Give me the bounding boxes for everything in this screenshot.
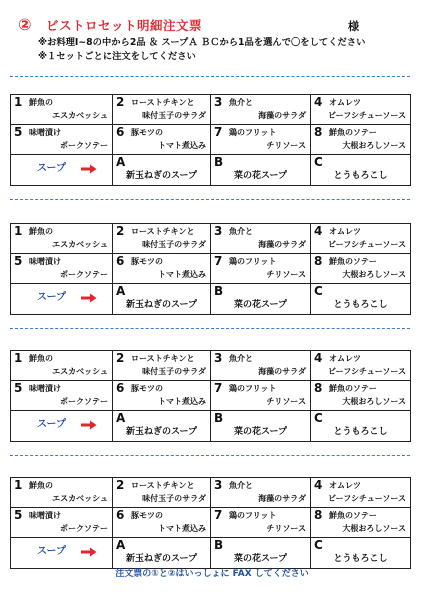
- soup-row-label-cell: [11, 284, 113, 315]
- dish-name-line2: ビーフシチューソース: [328, 367, 406, 376]
- soup-letter: A: [116, 155, 126, 169]
- order-set-table: [10, 223, 411, 315]
- dish-number: 3: [214, 351, 223, 365]
- order-form-header: [0, 0, 424, 76]
- dish-option-cell[interactable]: [113, 478, 211, 508]
- dish-name-line1: 鮮魚のソテー: [329, 128, 377, 137]
- dish-name-line2: エスカベッシュ: [52, 494, 108, 503]
- dish-name-line1: 鮮魚の: [29, 98, 53, 107]
- soup-row-label-cell: [11, 155, 113, 186]
- dish-option-cell[interactable]: [311, 381, 411, 411]
- dish-option-cell[interactable]: [311, 254, 411, 284]
- soup-option-cell[interactable]: [113, 155, 211, 186]
- dish-number: 8: [314, 381, 323, 395]
- dish-name-line2: ビーフシチューソース: [328, 494, 406, 503]
- soup-letter: B: [214, 155, 224, 169]
- order-set-table: [10, 94, 411, 186]
- dish-option-cell[interactable]: [211, 125, 311, 155]
- dish-name-line2: チリソース: [266, 270, 306, 279]
- dish-number: 5: [14, 381, 23, 395]
- soup-option-cell[interactable]: [311, 155, 411, 186]
- dish-option-cell[interactable]: [113, 351, 211, 381]
- soup-label: スープ: [37, 419, 66, 430]
- soup-option-cell[interactable]: [311, 284, 411, 315]
- dish-name-line1: 味噌漬け: [29, 511, 61, 520]
- dish-name-line2: 大根おろしソース: [342, 141, 406, 150]
- dish-number: 6: [116, 254, 125, 268]
- right-arrow-icon: [81, 547, 97, 557]
- dish-number: 8: [314, 508, 323, 522]
- dish-name-line1: 鶏のフリット: [229, 128, 277, 137]
- dish-number: 2: [116, 478, 125, 492]
- soup-letter: B: [214, 284, 224, 298]
- soup-option-cell[interactable]: [113, 411, 211, 442]
- dish-name-line2: ポークソテー: [60, 141, 108, 150]
- dish-name-line2: チリソース: [266, 397, 306, 406]
- dish-option-cell[interactable]: [11, 381, 113, 411]
- fax-notice: 注文票の①と②はいっしょに FAX してください: [115, 569, 309, 579]
- dish-option-cell[interactable]: [113, 224, 211, 254]
- dish-number: 3: [214, 224, 223, 238]
- soup-option-cell[interactable]: [113, 538, 211, 569]
- dish-name-line1: 豚モツの: [131, 257, 163, 266]
- dish-name-line1: 鶏のフリット: [229, 257, 277, 266]
- dish-name-line1: 魚介と: [229, 354, 253, 363]
- dish-option-cell[interactable]: [311, 224, 411, 254]
- dish-name-line2: ビーフシチューソース: [328, 240, 406, 249]
- right-arrow-icon: [81, 420, 97, 430]
- soup-label: スープ: [37, 546, 66, 557]
- dish-option-cell[interactable]: [311, 95, 411, 125]
- soup-letter: A: [116, 284, 126, 298]
- soup-option-cell[interactable]: [211, 411, 311, 442]
- dish-name-line2: トマト煮込み: [158, 141, 206, 150]
- soup-name: 菜の花スープ: [233, 300, 288, 310]
- instruction-select: ※お料理Ⅰ~8の中から2品 ＆ スープＡ ＢＣから1品を選んで〇をしてください: [38, 37, 366, 48]
- soup-letter: C: [314, 284, 323, 298]
- dish-number: 7: [214, 254, 223, 268]
- dish-name-line1: 魚介と: [229, 227, 253, 236]
- soup-letter: A: [116, 411, 126, 425]
- soup-letter: A: [116, 538, 126, 552]
- dashed-separator: [10, 455, 410, 456]
- soup-name: とうもろこし: [333, 300, 388, 310]
- dish-option-cell[interactable]: [311, 125, 411, 155]
- dish-number: 8: [314, 254, 323, 268]
- dish-name-line2: 味付玉子のサラダ: [142, 494, 206, 503]
- dish-name-line1: オムレツ: [329, 354, 361, 363]
- soup-row-label-cell: [11, 411, 113, 442]
- dish-name-line1: 豚モツの: [131, 128, 163, 137]
- dish-number: 6: [116, 508, 125, 522]
- dish-name-line2: エスカベッシュ: [52, 111, 108, 120]
- right-arrow-icon: [81, 164, 97, 174]
- dish-name-line2: 大根おろしソース: [342, 524, 406, 533]
- dish-name-line1: 鮮魚の: [29, 481, 53, 490]
- dish-name-line2: トマト煮込み: [158, 397, 206, 406]
- soup-option-cell[interactable]: [211, 155, 311, 186]
- soup-letter: B: [214, 411, 224, 425]
- dish-name-line2: エスカベッシュ: [52, 367, 108, 376]
- order-set-table: [10, 477, 411, 569]
- dish-option-cell[interactable]: [311, 478, 411, 508]
- dish-number: 6: [116, 381, 125, 395]
- dish-name-line1: オムレツ: [329, 98, 361, 107]
- dish-name-line1: 鮮魚の: [29, 354, 53, 363]
- dish-name-line2: チリソース: [266, 141, 306, 150]
- soup-label: スープ: [37, 292, 66, 303]
- instruction-per-set: ※１セットごとに注文をしてください: [38, 51, 196, 62]
- dish-option-cell[interactable]: [211, 95, 311, 125]
- soup-name: 菜の花スープ: [233, 427, 288, 437]
- dish-name-line1: 鮮魚のソテー: [329, 384, 377, 393]
- soup-letter: C: [314, 155, 323, 169]
- soup-option-cell[interactable]: [211, 538, 311, 569]
- dish-name-line2: ポークソテー: [60, 397, 108, 406]
- form-title: ビストロセット明細注文票: [46, 18, 203, 33]
- dashed-separator: [10, 76, 410, 77]
- dish-number: 4: [314, 478, 323, 492]
- dish-name-line2: 味付玉子のサラダ: [142, 240, 206, 249]
- dish-name-line1: 味噌漬け: [29, 257, 61, 266]
- dish-number: 4: [314, 224, 323, 238]
- dish-name-line2: 大根おろしソース: [342, 270, 406, 279]
- dish-name-line1: オムレツ: [329, 481, 361, 490]
- dish-name-line2: エスカベッシュ: [52, 240, 108, 249]
- dish-name-line2: 海藻のサラダ: [258, 494, 306, 503]
- dish-number: 5: [14, 125, 23, 139]
- dish-name-line1: 豚モツの: [131, 384, 163, 393]
- soup-name: 新玉ねぎのスープ: [125, 171, 198, 181]
- right-arrow-icon: [81, 293, 97, 303]
- dish-number: 8: [314, 125, 323, 139]
- dish-option-cell[interactable]: [11, 478, 113, 508]
- dish-number: 5: [14, 508, 23, 522]
- dashed-separator: [10, 199, 410, 200]
- dish-number: 6: [116, 125, 125, 139]
- soup-name: 菜の花スープ: [233, 171, 288, 181]
- dish-name-line2: ポークソテー: [60, 270, 108, 279]
- dish-number: 2: [116, 351, 125, 365]
- dish-option-cell[interactable]: [113, 508, 211, 538]
- soup-name: とうもろこし: [333, 554, 388, 564]
- dish-name-line1: 鶏のフリット: [229, 511, 277, 520]
- dish-number: 2: [116, 95, 125, 109]
- dish-number: 1: [14, 478, 23, 492]
- soup-label: スープ: [37, 163, 66, 174]
- dish-option-cell[interactable]: [211, 254, 311, 284]
- soup-name: 新玉ねぎのスープ: [125, 427, 198, 437]
- dish-name-line1: 豚モツの: [131, 511, 163, 520]
- form-number: ②: [18, 15, 32, 34]
- soup-letter: C: [314, 538, 323, 552]
- soup-name: とうもろこし: [333, 427, 388, 437]
- dish-name-line1: 魚介と: [229, 98, 253, 107]
- dish-name-line1: ローストチキンと: [131, 354, 195, 363]
- dish-number: 1: [14, 351, 23, 365]
- dish-name-line2: 味付玉子のサラダ: [142, 367, 206, 376]
- soup-name: とうもろこし: [333, 171, 388, 181]
- dish-number: 3: [214, 95, 223, 109]
- dish-name-line2: 海藻のサラダ: [258, 367, 306, 376]
- dish-name-line2: 大根おろしソース: [342, 397, 406, 406]
- dish-name-line2: トマト煮込み: [158, 524, 206, 533]
- dashed-separator: [10, 328, 410, 329]
- dish-number: 1: [14, 95, 23, 109]
- dish-option-cell[interactable]: [11, 224, 113, 254]
- soup-option-cell[interactable]: [311, 411, 411, 442]
- dish-option-cell[interactable]: [11, 125, 113, 155]
- dish-number: 1: [14, 224, 23, 238]
- dish-number: 7: [214, 125, 223, 139]
- order-set-table: [10, 350, 411, 442]
- soup-name: 菜の花スープ: [233, 554, 288, 564]
- dish-name-line2: 海藻のサラダ: [258, 111, 306, 120]
- dish-option-cell[interactable]: [311, 351, 411, 381]
- dish-number: 3: [214, 478, 223, 492]
- dish-name-line2: ビーフシチューソース: [328, 111, 406, 120]
- dish-number: 7: [214, 381, 223, 395]
- dish-option-cell[interactable]: [311, 508, 411, 538]
- dish-option-cell[interactable]: [211, 478, 311, 508]
- dish-name-line2: トマト煮込み: [158, 270, 206, 279]
- customer-honorific: 様: [348, 20, 359, 33]
- dish-name-line2: チリソース: [266, 524, 306, 533]
- dish-name-line1: ローストチキンと: [131, 481, 195, 490]
- dish-name-line1: ローストチキンと: [131, 98, 195, 107]
- dish-option-cell[interactable]: [211, 508, 311, 538]
- dish-number: 4: [314, 351, 323, 365]
- soup-name: 新玉ねぎのスープ: [125, 300, 198, 310]
- dish-number: 2: [116, 224, 125, 238]
- dish-option-cell[interactable]: [11, 254, 113, 284]
- dish-option-cell[interactable]: [113, 381, 211, 411]
- dish-option-cell[interactable]: [211, 381, 311, 411]
- dish-name-line1: オムレツ: [329, 227, 361, 236]
- soup-option-cell[interactable]: [311, 538, 411, 569]
- dish-name-line2: ポークソテー: [60, 524, 108, 533]
- dish-name-line1: 味噌漬け: [29, 384, 61, 393]
- dish-option-cell[interactable]: [113, 254, 211, 284]
- dish-name-line1: ローストチキンと: [131, 227, 195, 236]
- dish-option-cell[interactable]: [211, 224, 311, 254]
- dish-number: 7: [214, 508, 223, 522]
- dish-name-line2: 味付玉子のサラダ: [142, 111, 206, 120]
- dish-number: 4: [314, 95, 323, 109]
- soup-letter: B: [214, 538, 224, 552]
- dish-name-line1: 鮮魚のソテー: [329, 257, 377, 266]
- soup-letter: C: [314, 411, 323, 425]
- dish-option-cell[interactable]: [11, 351, 113, 381]
- dish-option-cell[interactable]: [113, 125, 211, 155]
- soup-option-cell[interactable]: [113, 284, 211, 315]
- dish-name-line1: 魚介と: [229, 481, 253, 490]
- dish-name-line1: 鮮魚のソテー: [329, 511, 377, 520]
- soup-name: 新玉ねぎのスープ: [125, 554, 198, 564]
- soup-row-label-cell: [11, 538, 113, 569]
- dish-name-line2: 海藻のサラダ: [258, 240, 306, 249]
- dish-name-line1: 鶏のフリット: [229, 384, 277, 393]
- dish-name-line1: 味噌漬け: [29, 128, 61, 137]
- dish-name-line1: 鮮魚の: [29, 227, 53, 236]
- dish-number: 5: [14, 254, 23, 268]
- dish-option-cell[interactable]: [11, 95, 113, 125]
- dish-option-cell[interactable]: [211, 351, 311, 381]
- dish-option-cell[interactable]: [11, 508, 113, 538]
- dish-option-cell[interactable]: [113, 95, 211, 125]
- soup-option-cell[interactable]: [211, 284, 311, 315]
